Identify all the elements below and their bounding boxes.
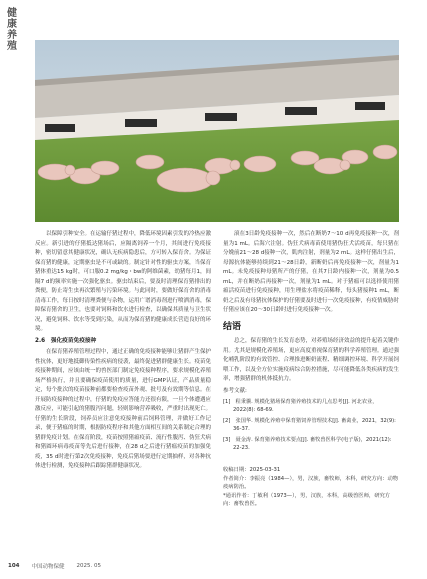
reference-item: [1] 程秉骥. 规模化猪场保育猪养殖技术的几点思考[J]. 河北农业，2022(8): 68-69. — [223, 399, 378, 413]
running-section-title — [6, 8, 18, 52]
references-title: 参考文献: — [223, 387, 247, 394]
page-number: 104 — [8, 563, 20, 569]
right-text-column — [223, 230, 399, 560]
body-paragraph: 以保障引种安全。在运输仔猪过程中，降低环境因素引发的冷热应激反应。新引进的仔猪抵达猪场后，应隔离饲养一个月，其间进行免疫接种，密切留意其健康状况，确认无疾病隐患后，方可转入保育舍。为保证保育猪的健康，定期驱虫是不可或缺的。制定针对性的驱虫方案，当保育猪体重达15 kg时，可口服0.2 mg/kg・bw的阿维菌素，幼猪每月1，间隔7 d的频率实施一次强化驱虫。驱虫结束后，要及时清理保育猪排出的粪便，防止寄生虫再次繁殖与污染环境。与此同时，要做好保育舍的消毒清毒工作，每日按时清理粪便与杂物，运用广谱消毒剂进行喷洒消毒，保障保育猪舍的卫生，也要对饲料和饮水进行检查，以确保其质量与卫生状况，避免饲料、饮水等受到污染，从而为保育猪的健康成长营造良好的环境。 — [35, 231, 212, 332]
side-title-char: 健 — [7, 8, 17, 19]
pig-farm-photo — [35, 40, 399, 222]
author-bio: 作者简介：李振亮（1984—），男，汉族，畜牧师，本科，研究方向：动物疫病防治。 — [223, 475, 399, 490]
journal-issue: 2025. 05 — [76, 563, 101, 569]
side-title-char: 养 — [7, 30, 17, 41]
reference-item: [2] 张国华. 规模化养殖中保育猪饲养管理技术[J]. 畜禽业，2021，32(9): 36-37. — [223, 418, 396, 432]
journal-name: 中国动物保健 — [31, 564, 65, 570]
body-paragraph: 滚在3日龄免疫接种一次，然后在断奶7～10 d再免疫接种一次，剂量为1 mL。后海穴注射。伪狂犬病毒苗使用猪伪狂犬活疫苗，每只猪在分娩前21～28 d接种一次，肌肉注射，剂量为2 mL。这样仔猪出生后，母源抗体能够持续到21～28日龄，新断奶后再免疫接种一次，剂量为1 mL。未免疫接种母猪所产的仔猪，在其7日龄内接种一次，剂量为0.5 mL，并在断奶后再接种一次，剂量为1 mL。对于猪瘟可以选择使用猪瘟活疫苗进行免疫接种，用生理盐水将疫苗稀释，每头猪接种1 mL，断奶之后及有母猪抗体保护的仔猪要及时进行一次免疫接种，有疫情威胁时仔猪应该在20～30日龄时进行免疫接种一次。 — [223, 231, 400, 313]
reference-item: [3] 聂金涛. 保育猪养殖技术要点[J]. 畜牧兽医科学(电子版)，2021(12): 22-23. — [223, 437, 392, 451]
left-text-column — [35, 230, 211, 560]
sub-heading: 2.6 强化疫苗免疫接种 — [35, 337, 97, 344]
side-title-char: 殖 — [7, 41, 17, 52]
page-footer — [8, 562, 101, 570]
conclusion-paragraph: 总之，保育猪的生长发育态势，对养殖场经济效益的提升起着关键作用。尤其是规模化养殖场，更应高度重视保育猪的科学养殖管理。通过强化哺乳阶段的有效管控、合理推进断奶流程、精细调控环境、科学开展饲喂工作，以及全方位实施疫病综合防控措施，尽可能降低各类疾病的发生率，增强猪群的机体抵抗力。 — [223, 338, 400, 382]
received-date: 收稿日期：2025-03-31 — [223, 467, 281, 473]
side-title-char: 康 — [7, 19, 17, 30]
conclusion-heading: 结语 — [223, 321, 242, 332]
article-meta — [223, 466, 399, 509]
body-paragraph: 在保育猪养殖管理过程中，通过正确的免疫接种能够让猪群产生保护性抗体，更好地抵御传染性疾病的侵袭，最终促进猪群健康生长。疫苗免疫接种期间，应该由统一的兽医部门制定免疫接种程序，要求规模化养殖场严格执行，并且要确保疫苗使用的质量，进行GMP认证，产品质量稳定，每个批次的疫苗接种前都要检查疫苗外观、批号及有效期等信息。在开展防疫接种的过程中，仔猪的免疫应答能力还很有限，一旦个体遭遇应激反应，可能引起的猪腹泻问题，轻则影响营养吸收，严重时出现死亡。仔猪的生长阶段，饲养员应注意免疫接种前后饲料管理，并做好工作记录，便于猪瘟的时期，根据防疫程序和其他方面相互间的关系制定合理的猪群免疫计划。在保育阶段，疫苗按照猪瘟疫苗、流行性腹泻、伪狂犬病和猪圆环病毒疫苗等先后进行接种，在28 d之后进行猪瘟疫苗的加强免疫，35 d时进行第2次免疫接种，免疫后猪场要进行定期抽样，对各种抗体进行检测，免疫接种后跟踪猪群健康状况。 — [35, 349, 212, 469]
corresponding-author: *通讯作者：丁敏利（1973—），男，汉族，本科，高级兽医师，研究方向：畜牧兽医。 — [223, 492, 391, 507]
